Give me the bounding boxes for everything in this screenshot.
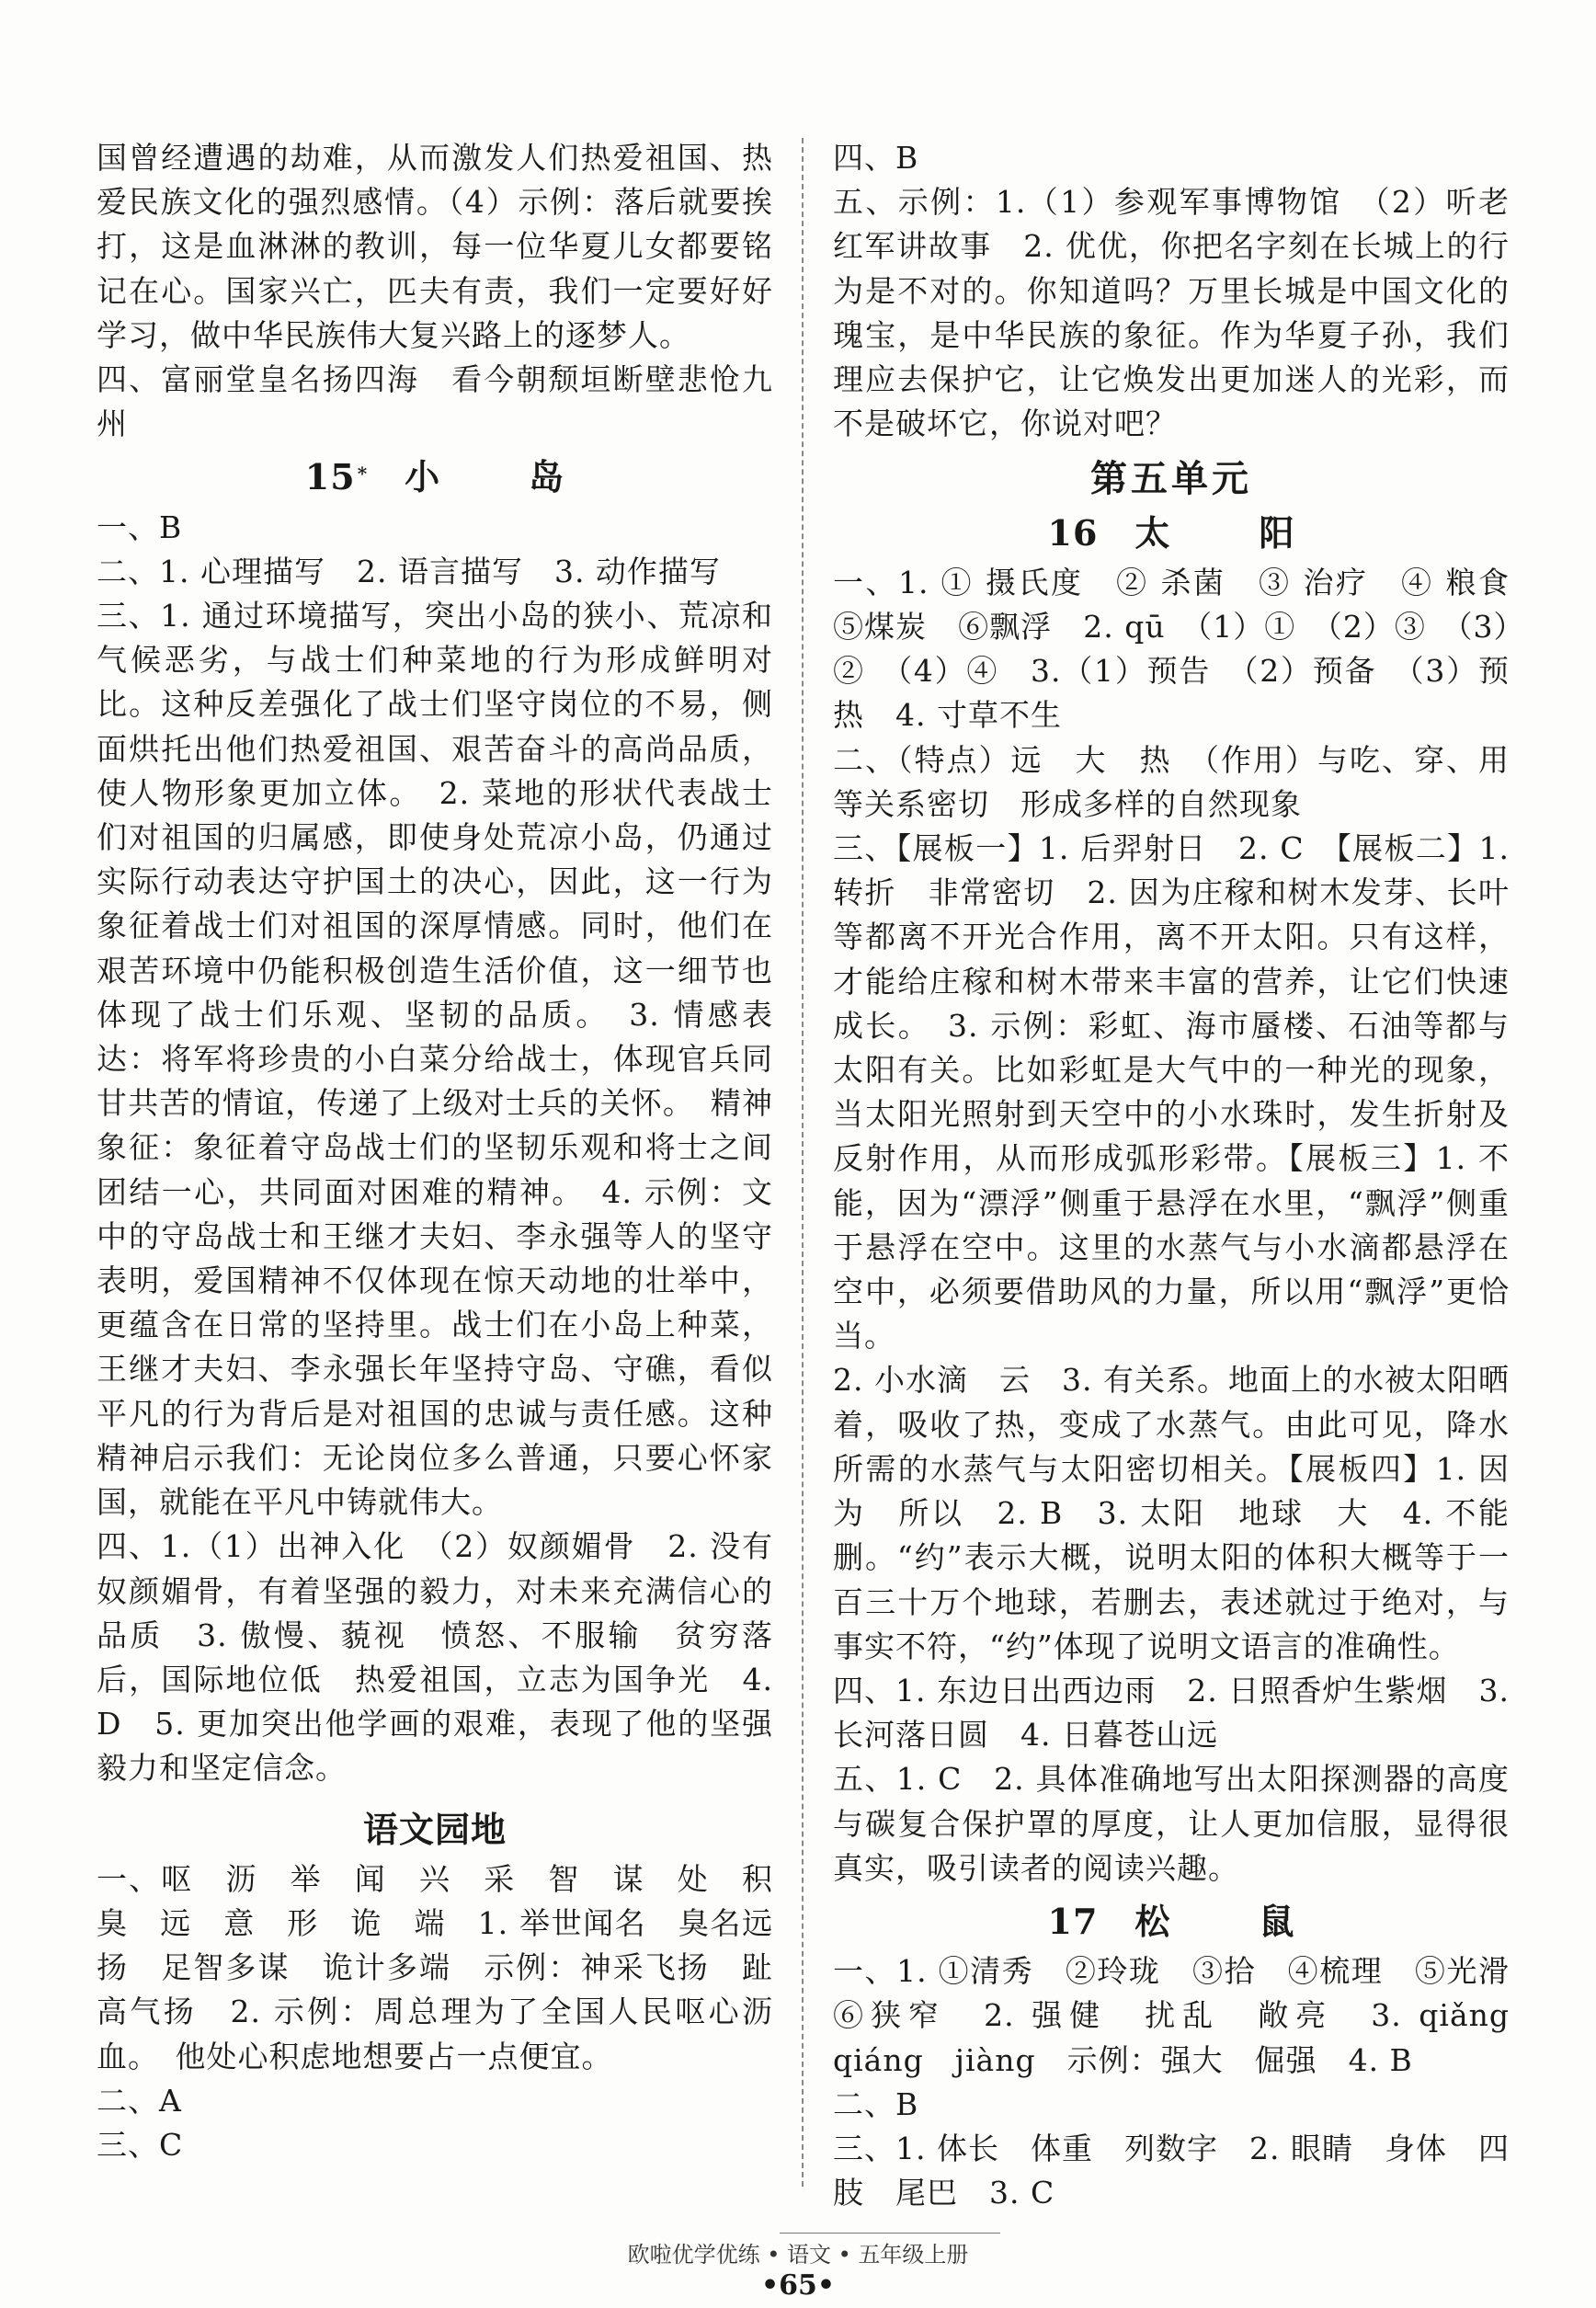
lesson14-part4: 四、富丽堂皇名扬四海 看今朝颓垣断壁悲怆九州 bbox=[97, 361, 773, 442]
footer-book-title: 欧啦优学优练 • 语文 • 五年级上册 bbox=[627, 2242, 969, 2268]
answer-item: 二、1. 心理描写 2. 语言描写 3. 动作描写 bbox=[97, 553, 721, 589]
answer-item: 四、1. 东边日出西边雨 2. 日照香炉生紫烟 3. 长河落日圆 4. 日暮苍山远 bbox=[833, 1672, 1510, 1754]
section-number: 15 * bbox=[305, 455, 368, 499]
section-title-char: 松 bbox=[1134, 1900, 1171, 1942]
answer-item: 一、1. ① 摄氏度 ② 杀菌 ③ 治疗 ④ 粮食 ⑤煤炭 ⑥飘浮 2. qū （1）① （2）③ （3）② （4）④ 3.（1）预告 （2）预备 （3）预热 4. 寸草不生 bbox=[833, 564, 1541, 734]
answer-item: 三、1. 体长 体重 列数字 2. 眼睛 身体 四肢 尾巴 3. C bbox=[833, 2130, 1510, 2211]
section-number: 16 bbox=[1047, 511, 1099, 554]
section-title-char: 阳 bbox=[1259, 511, 1295, 554]
section-title-char: 岛 bbox=[529, 456, 565, 498]
answer-item: 二、（特点）远 大 热 （作用）与吃、穿、用等关系密切 形成多样的自然现象 bbox=[833, 741, 1510, 822]
section-number: 17 bbox=[1047, 1900, 1099, 1942]
page-number: •65• bbox=[760, 2269, 836, 2302]
section-title-char: 鼠 bbox=[1259, 1900, 1295, 1942]
answer-item: 四、B bbox=[833, 140, 919, 176]
right-column bbox=[833, 136, 1541, 2215]
answer-item: 五、示例：1.（1）参观军事博物馆 （2）听老红军讲故事 2. 优优，你把名字刻在长城上的行为是不对的。你知道吗？万里长城是中国文化的瑰宝，是中华民族的象征。作为华夏子孙，我们理应去保护它，让它焕发出更加迷人的光彩，而不是破坏它，你说对吧？ bbox=[833, 184, 1510, 442]
answer-item: 二、B bbox=[833, 2085, 919, 2122]
section-heading-16 bbox=[833, 511, 1510, 555]
answer-item: 三、1. 通过环境描写，突出小岛的狭小、荒凉和气候恶劣，与战士们种菜地的行为形成鲜明对比。这种反差强化了战士们坚守岗位的不易，侧面烘托出他们热爱祖国、艰苦奋斗的高尚品质，使人物形象更加立体。 2. 菜地的形状代表战士们对祖国的归属感，即使身处荒凉小岛，仍通过实际行动表达守护国土的决心，因此，这一行为象征着战士们对祖国的深厚情感。同时，他们在艰苦环境中仍能积极创造生活价值，这一细节也体现了战士们乐观、坚韧的品质。 3. 情感表达：将军将珍贵的小白菜分给战士，体现官兵同甘共苦的情谊，传递了上级对士兵的关怀。 精神象征：象征着守岛战士们的坚韧乐观和将士之间团结一心，共同面对困难的精神。 4. 示例：文中的守岛战士和王继才夫妇、李永强等人的坚守表明，爱国精神不仅体现在惊天动地的壮举中，更蕴含在日常的坚持里。战士们在小岛上种菜，王继才夫妇、李永强长年坚持守岛、守礁，看似平凡的行为背后是对祖国的忠诚与责任感。这种精神启示我们：无论岗位多么普通，只要心怀家国，就能在平凡中铸就伟大。 bbox=[97, 598, 773, 1521]
answer-item: 三、C bbox=[97, 2126, 184, 2163]
answer-item: 一、1. ①清秀 ②玲珑 ③拾 ④梳理 ⑤光滑 ⑥狭窄 2. 强健 扰乱 敞亮 3. qiǎng qiáng jiàng 示例：强大 倔强 4. B bbox=[833, 1953, 1541, 2078]
section-heading-garden: 语文园地 bbox=[362, 1808, 507, 1850]
section-title-char: 小 bbox=[405, 456, 441, 498]
section-title-char: 太 bbox=[1134, 511, 1171, 554]
answer-item: 三、【展板一】1. 后羿射日 2. C 【展板二】1. 转折 非常密切 2. 因为庄稼和树木发芽、长叶等都离不开光合作用，离不开太阳。只有这样，才能给庄稼和树木带来丰富的营养，让它们快速成长。 3. 示例：彩虹、海市蜃楼、石油等都与太阳有关。比如彩虹是大气中的一种光的现象，当太阳光照射到天空中的小水珠时，发生折射及反射作用，从而形成弧形彩带。【展板三】1. 不能，因为“漂浮”侧重于悬浮在水里，“飘浮”侧重于悬浮在空中。这里的水蒸气与小水滴都悬浮在空中，必须要借助风的力量，所以用“飘浮”更恰当。 bbox=[833, 830, 1510, 1354]
answer-item: 一、B bbox=[97, 508, 183, 545]
footer-rule bbox=[780, 2233, 1000, 2234]
answer-item: 五、1. C 2. 具体准确地写出太阳探测器的高度与碳复合保护罩的厚度，让人更加信服，显得很真实，吸引读者的阅读兴趣。 bbox=[833, 1761, 1510, 1886]
answer-item: 二、A bbox=[97, 2082, 182, 2119]
unit-heading: 第五单元 bbox=[1090, 457, 1252, 501]
answer-item: 四、1.（1）出神入化 （2）奴颜媚骨 2. 没有奴颜媚骨，有着坚强的毅力，对未来充满信心的品质 3. 傲慢、藐视 愤怒、不服输 贫穷落后，国际地位低 热爱祖国，立志为国争光 4. D 5. 更加突出他学画的艰难，表现了他的坚强毅力和坚定信念。 bbox=[97, 1528, 773, 1787]
section-heading-15 bbox=[97, 455, 773, 499]
section-heading-17 bbox=[833, 1900, 1510, 1944]
left-column bbox=[97, 136, 804, 2167]
lesson14-continuation: 国曾经遭遇的劫难，从而激发人们热爱祖国、热爱民族文化的强烈感情。（4）示例：落后就要挨打，这是血淋淋的教训，每一位华夏儿女都要铭记在心。国家兴亡，匹夫有责，我们一定要好好学习，做中华民族伟大复兴路上的逐梦人。 bbox=[97, 140, 773, 353]
answer-item: 一、呕 沥 举 闻 兴 采 智 谋 处 积 臭 远 意 形 诡 端 1. 举世闻名 臭名远扬 足智多谋 诡计多端 示例：神采飞扬 趾高气扬 2. 示例：周总理为了全国人民呕心沥血。 他处心积虑地想要占一点便宜。 bbox=[97, 1860, 804, 2074]
optional-star: * bbox=[357, 463, 369, 486]
answer-item: 2. 小水滴 云 3. 有关系。地面上的水被太阳晒着，吸收了热，变成了水蒸气。由此可见，降水所需的水蒸气与太阳密切相关。【展板四】1. 因为 所以 2. B 3. 太阳 地球 大 4. 不能删。“约”表示大概，说明太阳的体积大概等于一百三十万个地球，若删去，表述就过于绝对，与事实不符，“约”体现了说明文语言的准确性。 bbox=[833, 1362, 1510, 1664]
